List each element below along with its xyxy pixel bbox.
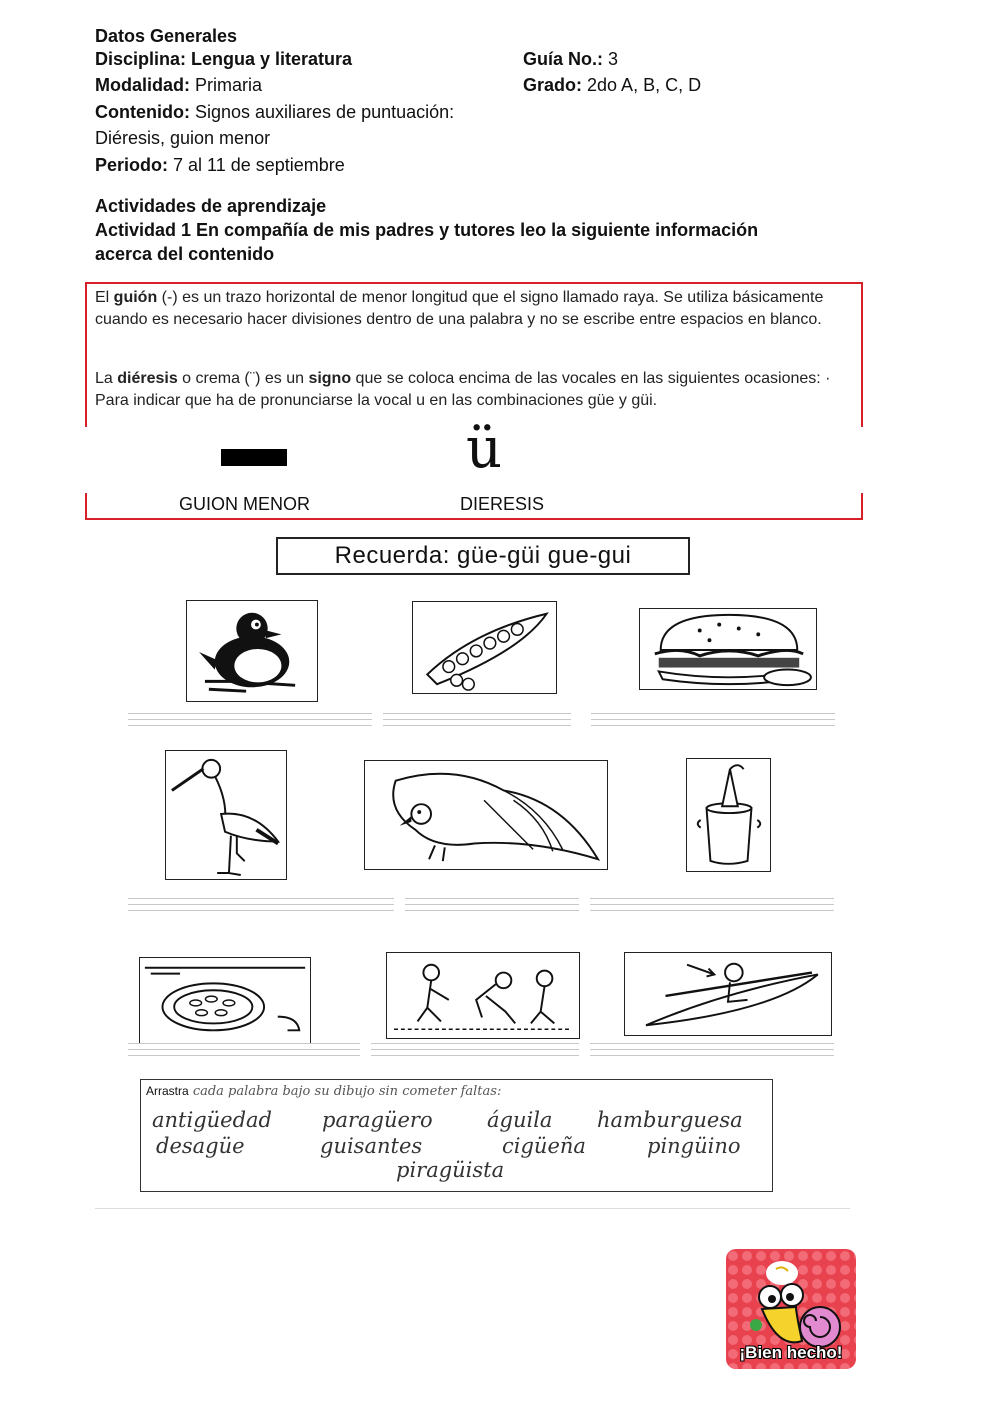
umbrella-stand-icon: [687, 759, 770, 871]
picture-stork: [165, 750, 287, 880]
guia: [523, 46, 618, 72]
picture-umbrella-stand: [686, 758, 771, 872]
word-desague[interactable]: desagüe: [156, 1134, 245, 1158]
answer-lines-5: [405, 898, 579, 916]
contenido-label: Contenido:: [95, 102, 190, 122]
info-p1-c: (-) es un trazo horizontal de menor longitud que el signo llamado raya. Se utiliza básicamente cuando es necesario hacer divisiones dentro de una palabra y no se escribe entre espacios en blanco.: [95, 289, 824, 328]
grado: [523, 72, 701, 98]
periodo: [95, 152, 345, 178]
contenido: [95, 99, 454, 125]
periodo-value: 7 al 11 de septiembre: [168, 155, 345, 175]
word-antiguedad[interactable]: antigüedad: [152, 1108, 273, 1132]
modalidad: [95, 72, 262, 98]
picture-kayak: [624, 952, 832, 1036]
picture-hamburger: [639, 608, 817, 690]
drain-icon: [140, 958, 310, 1043]
answer-lines-6: [590, 898, 834, 916]
activity1-line2: acerca del contenido: [95, 244, 275, 264]
contenido-value: Signos auxiliares de puntuación:: [189, 102, 455, 122]
grado-value: 2do A, B, C, D: [582, 75, 702, 95]
picture-antiques: [386, 952, 580, 1039]
answer-lines-2: [383, 713, 571, 731]
word-aguila[interactable]: águila: [487, 1108, 553, 1132]
instruction-arrastra: Arrastra: [146, 1084, 189, 1098]
word-pinguino[interactable]: pingüino: [647, 1134, 741, 1158]
info-p1-term: guión: [113, 289, 158, 306]
info-p2-c: o crema (¨) es un: [177, 370, 309, 387]
grado-label: Grado:: [523, 75, 583, 95]
dieresis-symbol: ü: [466, 416, 503, 481]
info-p2-a: La: [95, 370, 118, 387]
answer-lines-4: [128, 898, 394, 916]
word-bank-instruction: [146, 1084, 501, 1099]
guia-value: 3: [603, 49, 619, 69]
info-p1-a: El: [95, 289, 114, 306]
guion-symbol: [221, 449, 287, 466]
stork-icon: [166, 751, 286, 879]
label-guion-menor: GUION MENOR: [179, 494, 311, 514]
recuerda-box: Recuerda: güe-güi gue-gui: [276, 537, 690, 575]
divider: [95, 1208, 850, 1209]
info-paragraph-guion: [95, 287, 855, 331]
picture-eagle: [364, 760, 608, 870]
disciplina: Disciplina: Lengua y literatura: [95, 49, 353, 69]
activity1-line1: Actividad 1 En compañía de mis padres y tutores leo la siguiente información: [95, 220, 759, 240]
kayak-icon: [625, 953, 831, 1035]
picture-penguin: [186, 600, 318, 702]
info-p2-e: que se coloca encima de las vocales en las siguientes ocasiones: · Para indicar que ha de pronunciarse la vocal u en las combinaciones güe y güi.: [95, 370, 831, 409]
info-p2-signo: signo: [308, 370, 352, 387]
pea-pod-icon: [413, 602, 556, 693]
contenido-line2: Diéresis, guion menor: [95, 128, 271, 148]
word-ciguena[interactable]: cigüeña: [502, 1134, 586, 1158]
activities-heading: Actividades de aprendizaje: [95, 196, 327, 216]
periodo-label: Periodo:: [95, 155, 169, 175]
word-piraguista[interactable]: piragüista: [396, 1158, 505, 1182]
hamburger-icon: [640, 609, 816, 689]
answer-lines-3: [591, 713, 835, 731]
bien-hecho-badge: [726, 1249, 856, 1369]
picture-drain: [139, 957, 311, 1044]
badge-text: ¡Bien hecho!: [739, 1343, 843, 1362]
answer-lines-1: [128, 713, 372, 731]
answer-lines-7: [128, 1043, 360, 1061]
label-dieresis: DIERESIS: [460, 494, 545, 514]
word-guisantes[interactable]: guisantes: [320, 1134, 423, 1158]
eagle-icon: [365, 761, 607, 869]
info-paragraph-dieresis: [95, 368, 855, 412]
penguin-icon: [187, 601, 317, 701]
info-p2-term: diéresis: [117, 370, 178, 387]
modalidad-value: Primaria: [190, 75, 263, 95]
modalidad-label: Modalidad:: [95, 75, 190, 95]
info-box-gap-right: [858, 427, 870, 493]
answer-lines-8: [371, 1043, 579, 1061]
word-hamburguesa[interactable]: hamburguesa: [597, 1108, 743, 1132]
answer-lines-9: [590, 1043, 834, 1061]
word-paraguero[interactable]: paragüero: [322, 1108, 433, 1132]
picture-peas: [412, 601, 557, 694]
info-box-gap-left: [80, 427, 92, 493]
guia-label: Guía No.:: [523, 49, 603, 69]
header-title: Datos Generales: [95, 26, 238, 46]
archaeologists-icon: [387, 953, 579, 1038]
instruction-rest: cada palabra bajo su dibujo sin cometer faltas:: [188, 1084, 502, 1099]
